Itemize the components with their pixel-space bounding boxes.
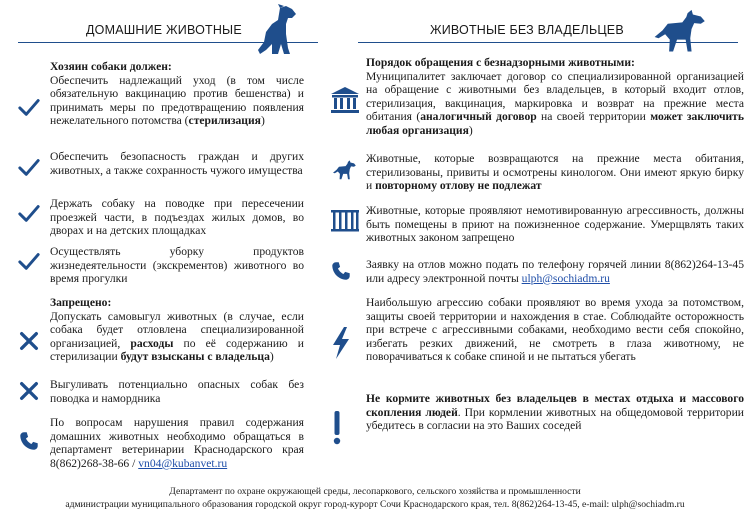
aggressive-text: Животные, которые проявляют немотивированную агрессивность, должны быть помещены в приют на пожизненное содержание. Умерщвлять таких животных законом запрещено xyxy=(366,204,744,245)
check-icon xyxy=(18,156,40,178)
caution-info xyxy=(366,296,744,364)
returned-animals xyxy=(366,152,744,193)
domestic-animals-header xyxy=(0,0,320,58)
phone-icon xyxy=(330,260,352,282)
forbid-1-part-a: Допускать самовыгул животных (в случае, если собака будет отловлена специализированной организацией, xyxy=(50,309,304,350)
owner-duty-1 xyxy=(50,60,304,128)
feeding-part-b: . При кормлении животных на общедомовой территории убедитесь в согласии на это Ваших соседей xyxy=(366,405,744,433)
footer xyxy=(0,486,750,511)
duty-1-part-c: ) xyxy=(260,114,265,128)
exclamation-icon xyxy=(330,410,344,446)
duty-1-part-a: Обеспечить надлежащий уход (в том числе обязательную вакцинацию против бешенства) и принимать меры по предотвращению появления нежелательного потомства ( xyxy=(50,73,304,128)
lightning-icon xyxy=(330,326,352,360)
procedure-part-e: ) xyxy=(468,123,473,137)
phone-icon xyxy=(18,430,40,452)
owner-heading: Хозяин собаки должен: xyxy=(50,60,172,73)
hotline-info xyxy=(366,258,744,285)
stray-animals-title: ЖИВОТНЫЕ БЕЗ ВЛАДЕЛЬЦЕВ xyxy=(430,23,624,37)
duty-2-text: Обеспечить безопасность граждан и других животных, а также сохранность чужого имущества xyxy=(50,150,304,177)
procedure-part-c: на своей территории xyxy=(536,110,651,124)
procedure-part-a: Муниципалитет заключает договор со специализированной организацией на обращение с животными без владельцев, в который входит отлов, стерилизация, вакцинация, маркировка и возврат на прежние места обитания ( xyxy=(366,69,744,124)
forbidden-1 xyxy=(50,296,304,364)
forbid-1-text xyxy=(50,310,304,364)
check-icon xyxy=(18,250,40,272)
feeding-text xyxy=(366,392,744,433)
cross-icon xyxy=(18,330,40,352)
vet-contact-text xyxy=(50,416,304,470)
forbid-2-text: Выгуливать потенциально опасных собак без поводка и намордника xyxy=(50,378,304,405)
footer-line-2: администрации муниципального образования городской округ город-курорт Сочи Краснодарского края, тел. 8(862)264-13-45, e-mail: ulph@sochiadm.ru xyxy=(65,498,685,510)
cross-icon xyxy=(18,380,40,402)
owner-duty-2 xyxy=(50,150,304,177)
duty-1-text xyxy=(50,74,304,128)
duty-1-bold: стерилизация xyxy=(188,114,261,128)
walking-dog-icon xyxy=(648,6,714,56)
sitting-dog-icon xyxy=(250,4,298,56)
feeding-bold: Не кормите животных без владельцев в местах отдыха и массового скопления людей xyxy=(366,392,744,419)
check-icon xyxy=(18,96,40,118)
duty-4-text: Осуществлять уборку продуктов жизнедеятельности (экскрементов) животного во время прогулки xyxy=(50,245,304,286)
hotline-email-link[interactable]: ulph@sochiadm.ru xyxy=(521,271,610,285)
procedure-text xyxy=(366,70,744,138)
domestic-animals-title: ДОМАШНИЕ ЖИВОТНЫЕ xyxy=(86,23,242,37)
forbidden-2 xyxy=(50,378,304,405)
check-icon xyxy=(18,202,40,224)
cage-icon xyxy=(330,208,360,234)
stray-animals-header xyxy=(330,0,740,58)
procedure-bold-a: аналогичный договор xyxy=(420,110,537,124)
feeding-info xyxy=(366,392,744,433)
forbid-1-bold-a: расходы xyxy=(130,336,174,350)
domestic-animals-column xyxy=(0,0,320,470)
procedure-block xyxy=(366,56,744,138)
forbidden-heading: Запрещено: xyxy=(50,296,112,309)
owner-duty-4 xyxy=(50,245,304,286)
procedure-heading: Порядок обращения с безнадзорными животными: xyxy=(366,56,635,69)
hotline-description: Заявку на отлов можно подать по телефону горячей линии 8(862)264-13-45 или адресу электронной почты xyxy=(366,258,744,285)
forbid-1-bold-b: будут взысканы с владельца xyxy=(120,350,270,364)
procedure-bold-b: может заключить любая организация xyxy=(366,110,744,137)
vet-contact-separator: / xyxy=(129,456,139,470)
caution-text: Наибольшую агрессию собаки проявляют во время ухода за потомством, защиты своей территории и нахождения в стае. Соблюдайте осторожность при встрече с агрессивными собаками, необходимо вести себя спокойно, избегать резких движений, не смотреть в глаза животному, не поворачиваться к собаке спиной и не пытаться убегать xyxy=(366,296,744,364)
returned-part-a: Животные, которые возвращаются на прежние места обитания, стерилизованы, привиты и осмотрены кинологом. Они имеют яркую бирку и xyxy=(366,152,744,193)
vet-contact xyxy=(50,416,304,470)
vet-contact-email-link[interactable]: vn04@kubanvet.ru xyxy=(138,456,228,470)
municipal-building-icon xyxy=(330,86,360,114)
aggressive-animals xyxy=(366,204,744,245)
forbid-1-part-e: ) xyxy=(269,350,274,364)
vet-contact-description: По вопросам нарушения правил содержания домашних животных необходимо обращаться в департамент ветеринарии Краснодарского края xyxy=(50,416,304,457)
hotline-text xyxy=(366,258,744,285)
returned-bold: повторному отлову не подлежат xyxy=(375,179,542,193)
footer-line-1: Департамент по охране окружающей среды, лесопаркового, сельского хозяйства и промышленности xyxy=(169,486,581,497)
tagged-dog-icon xyxy=(330,158,360,182)
stray-animals-column xyxy=(330,0,744,433)
returned-text xyxy=(366,152,744,193)
duty-3-text: Держать собаку на поводке при пересечении проезжей части, в подъездах жилых домов, во дворах и на детских площадках xyxy=(50,197,304,238)
forbid-1-part-c: по её содержанию и стерилизации xyxy=(50,336,304,364)
vet-contact-phone: 8(862)268-38-66 xyxy=(50,456,130,470)
owner-duty-3 xyxy=(50,197,304,238)
